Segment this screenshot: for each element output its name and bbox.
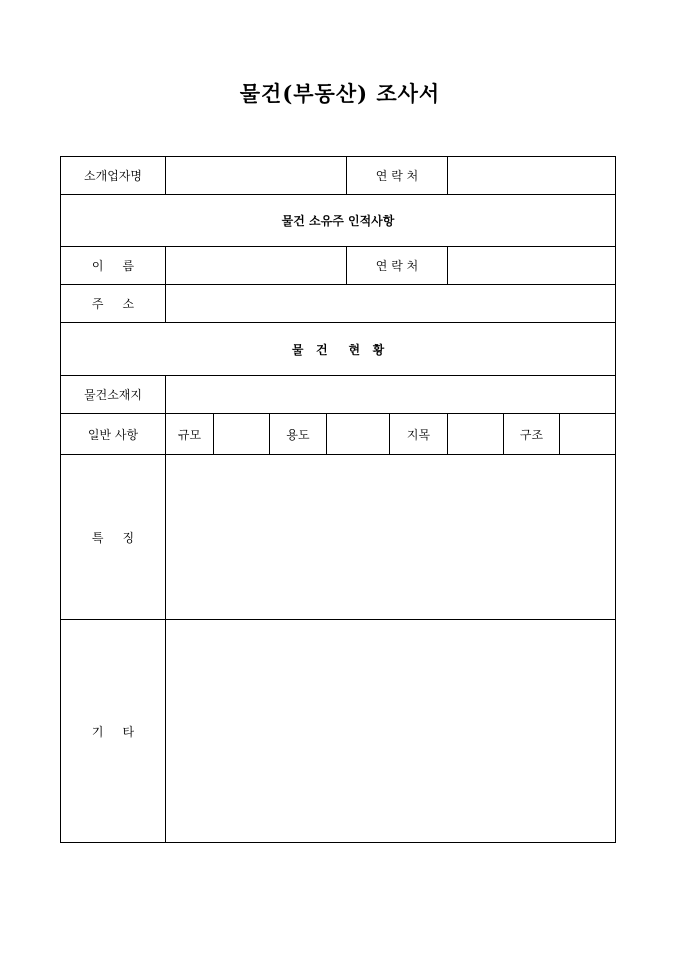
general-row (61, 414, 616, 455)
land-category-label: 지목 (390, 414, 448, 455)
location-label: 물건소재지 (61, 376, 166, 414)
features-row (61, 455, 616, 620)
owner-contact-label: 연 락 처 (347, 247, 448, 285)
owner-name-row (61, 247, 616, 285)
address-row (61, 285, 616, 323)
features-label: 특 징 (61, 455, 166, 620)
use-field[interactable] (327, 414, 390, 455)
broker-name-field[interactable] (166, 157, 347, 195)
other-label: 기 타 (61, 620, 166, 843)
address-field[interactable] (166, 285, 616, 323)
location-row (61, 376, 616, 414)
scale-field[interactable] (214, 414, 270, 455)
broker-name-label: 소개업자명 (61, 157, 166, 195)
owner-contact-field[interactable] (448, 247, 616, 285)
owner-name-field[interactable] (166, 247, 347, 285)
structure-label: 구조 (504, 414, 560, 455)
survey-form-table (60, 156, 616, 843)
other-field[interactable] (166, 620, 616, 843)
land-category-field[interactable] (448, 414, 504, 455)
owner-section-row (61, 195, 616, 247)
owner-name-label: 이 름 (61, 247, 166, 285)
scale-label: 규모 (166, 414, 214, 455)
broker-row (61, 157, 616, 195)
property-section-title: 물 건 현 황 (61, 323, 616, 376)
broker-contact-field[interactable] (448, 157, 616, 195)
features-field[interactable] (166, 455, 616, 620)
structure-field[interactable] (560, 414, 616, 455)
other-row (61, 620, 616, 843)
broker-contact-label: 연 락 처 (347, 157, 448, 195)
use-label: 용도 (270, 414, 327, 455)
owner-section-title: 물건 소유주 인적사항 (61, 195, 616, 247)
address-label: 주 소 (61, 285, 166, 323)
page-title: 물건(부동산) 조사서 (239, 81, 441, 106)
location-field[interactable] (166, 376, 616, 414)
property-section-row (61, 323, 616, 376)
general-label: 일반 사항 (61, 414, 166, 455)
